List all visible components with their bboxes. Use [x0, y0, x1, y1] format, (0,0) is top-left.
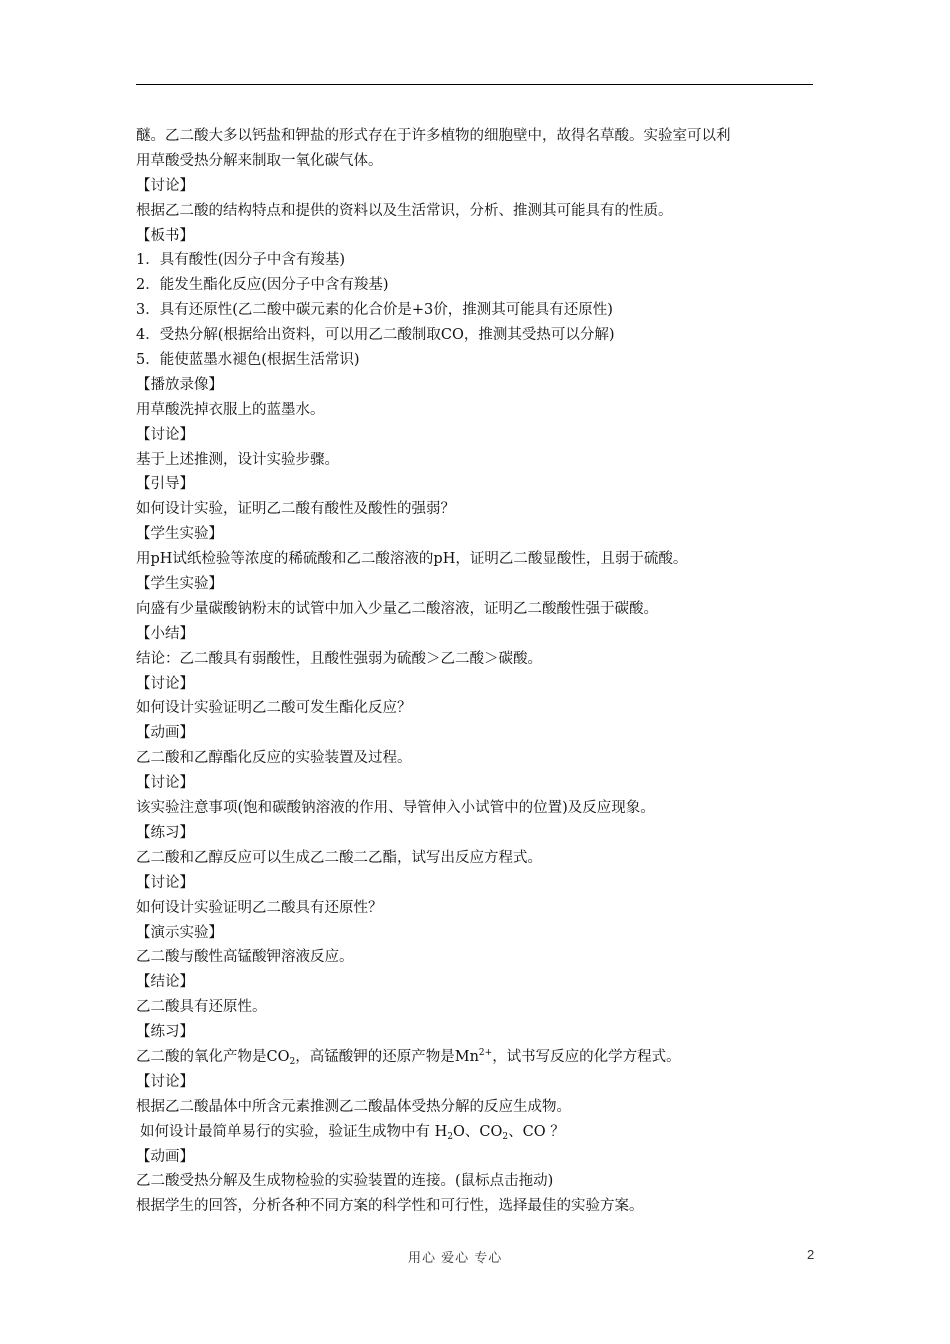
section-heading: 【播放录像】 [136, 376, 223, 393]
section-heading: 【小结】 [136, 625, 194, 642]
text-line: 乙二酸受热分解及生成物检验的实验装置的连接。(鼠标点击拖动) [136, 1173, 554, 1190]
text-line: 向盛有少量碳酸钠粉末的试管中加入少量乙二酸溶液，证明乙二酸酸性强于碳酸。 [136, 600, 658, 617]
text-line: 该实验注意事项(饱和碳酸钠溶液的作用、导管伸入小试管中的位置)及反应现象。 [136, 800, 655, 817]
text-line: 用草酸洗掉衣服上的蓝墨水。 [136, 401, 325, 418]
section-heading: 【讨论】 [136, 177, 194, 194]
list-item: 3．具有还原性(乙二酸中碳元素的化合价是+3价，推测其可能具有还原性) [136, 302, 613, 319]
section-heading: 【板书】 [136, 227, 194, 244]
header-rule [136, 84, 813, 85]
text-line: 如何设计实验证明乙二酸具有还原性？ [136, 899, 383, 916]
page-number: 2 [807, 1247, 815, 1262]
section-heading: 【讨论】 [136, 426, 194, 443]
list-item: 1．具有酸性(因分子中含有羧基) [136, 252, 346, 269]
text-line: 根据乙二酸晶体中所含元素推测乙二酸晶体受热分解的反应生成物。 [136, 1098, 571, 1115]
section-heading: 【讨论】 [136, 874, 194, 891]
text-line: 根据乙二酸的结构特点和提供的资料以及生活常识，分析、推测其可能具有的性质。 [136, 202, 673, 219]
text-line: 结论：乙二酸具有弱酸性，且酸性强弱为硫酸＞乙二酸＞碳酸。 [136, 650, 542, 667]
text-line: 用草酸受热分解来制取一氧化碳气体。 [136, 152, 383, 169]
formula-line: 如何设计最简单易行的实验，验证生成物中有 $H_2O$、$CO_2$、CO ？ [140, 1123, 565, 1142]
section-heading: 【讨论】 [136, 675, 194, 692]
footer-motto: 用心 爱心 专心 [408, 1251, 503, 1266]
list-item: 5．能使蓝墨水褪色(根据生活常识) [136, 352, 360, 369]
list-item: 2．能发生酯化反应(因分子中含有羧基) [136, 277, 389, 294]
text-line: 乙二酸与酸性高锰酸钾溶液反应。 [136, 949, 354, 966]
section-heading: 【讨论】 [136, 1073, 194, 1090]
text-line: 乙二酸具有还原性。 [136, 999, 267, 1016]
section-heading: 【练习】 [136, 824, 194, 841]
text-line: 乙二酸和乙醇酯化反应的实验装置及过程。 [136, 750, 412, 767]
section-heading: 【演示实验】 [136, 924, 223, 941]
section-heading: 【引导】 [136, 476, 194, 493]
section-heading: 【学生实验】 [136, 526, 223, 543]
text-line: 基于上述推测，设计实验步骤。 [136, 451, 339, 468]
section-heading: 【动画】 [136, 1148, 194, 1165]
section-heading: 【动画】 [136, 725, 194, 742]
text-line: 乙二酸和乙醇反应可以生成乙二酸二乙酯，试写出反应方程式。 [136, 849, 542, 866]
formula-line: 乙二酸的氧化产物是$CO_2$，高锰酸钾的还原产物是$Mn^{2+}$，试书写反应的化学方程式。 [136, 1047, 681, 1067]
section-heading: 【学生实验】 [136, 576, 223, 593]
section-heading: 【结论】 [136, 974, 194, 991]
list-item: 4．受热分解(根据给出资料，可以用乙二酸制取CO，推测其受热可以分解) [136, 327, 615, 344]
section-heading: 【练习】 [136, 1024, 194, 1041]
text-line: 如何设计实验证明乙二酸可发生酯化反应？ [136, 700, 412, 717]
text-line: 用pH试纸检验等浓度的稀硫酸和乙二酸溶液的pH，证明乙二酸显酸性，且弱于硫酸。 [136, 551, 688, 568]
document-body [136, 124, 826, 1219]
section-heading: 【讨论】 [136, 775, 194, 792]
text-line: 如何设计实验，证明乙二酸有酸性及酸性的强弱？ [136, 501, 455, 518]
text-line: 根据学生的回答，分析各种不同方案的科学性和可行性，选择最佳的实验方案。 [136, 1198, 644, 1215]
text-line: 醚。乙二酸大多以钙盐和钾盐的形式存在于许多植物的细胞壁中，故得名草酸。实验室可以利 [136, 128, 731, 144]
